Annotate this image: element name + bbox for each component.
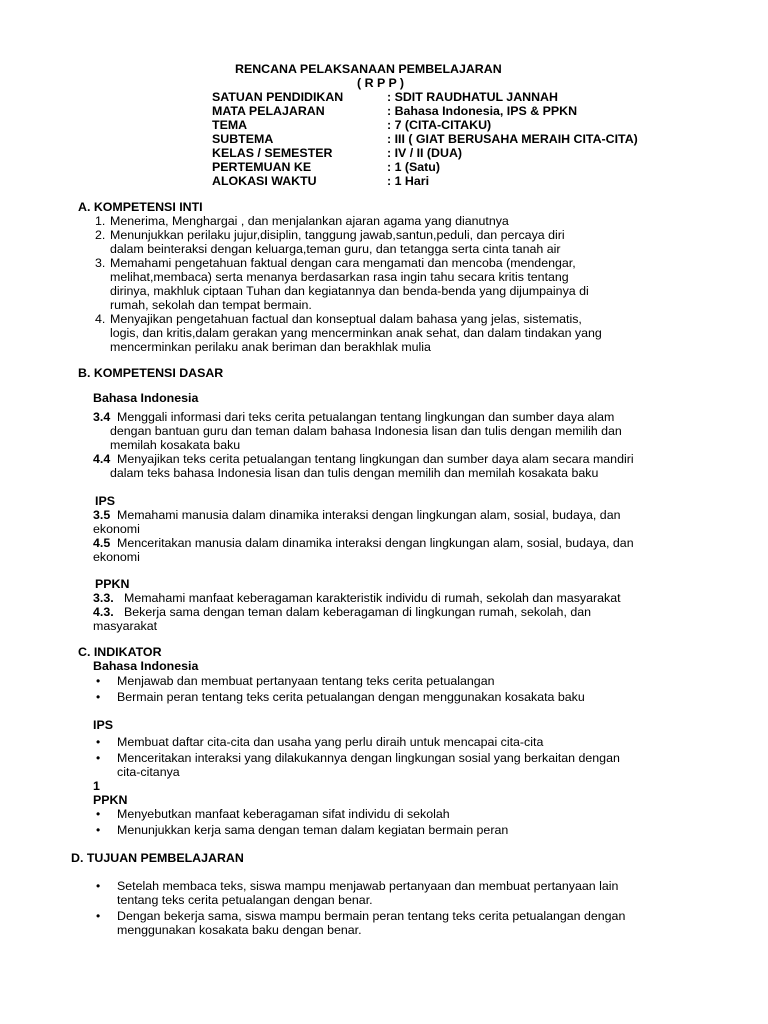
page-number: 1 [93,779,100,793]
bullet-icon: • [96,690,101,704]
header-value: : 1 Hari [387,174,430,188]
subject-title: IPS [93,718,113,732]
list-item-line: Menyajikan pengetahuan factual dan konseptual dalam bahasa yang jelas, sistematis, [110,312,582,326]
list-item-line: masyarakat [93,619,158,633]
item-number: 3.5 [93,508,111,522]
list-item-line: Menceritakan manusia dalam dinamika interaksi dengan lingkungan alam, sosial, budaya, dan [117,536,634,550]
bullet-icon: • [96,879,101,893]
list-item-line: ekonomi [93,550,140,564]
list-item-line: logis, dan kritis,dalam gerakan yang mencerminkan anak sehat, dan dalam tindakan yang [110,326,602,340]
header-value: : SDIT RAUDHATUL JANNAH [387,90,558,104]
list-item-line: Menunjukkan perilaku jujur,disiplin, tanggung jawab,santun,peduli, dan percaya diri [110,228,565,242]
document-title: RENCANA PELAKSANAAN PEMBELAJARAN [235,62,502,76]
bullet-icon: • [96,823,101,837]
list-item-line: Bermain peran tentang teks cerita petualangan dengan menggunakan kosakata baku [117,690,585,704]
bullet-icon: • [96,807,101,821]
header-value: : IV / II (DUA) [387,146,463,160]
header-value: : III ( GIAT BERUSAHA MERAIH CITA-CITA) [387,132,638,146]
list-item-line: dirinya, makhluk ciptaan Tuhan dan kegiatannya dan benda-benda yang dijumpainya di [110,284,589,298]
list-item-line: dalam beinteraksi dengan keluarga,teman guru, dan tetangga serta cinta tanah air [110,242,561,256]
item-number: 4.4 [93,452,111,466]
header-value: : 1 (Satu) [387,160,441,174]
list-item-line: Setelah membaca teks, siswa mampu menjawab pertanyaan dan membuat pertanyaan lain [117,879,619,893]
section-heading: A. KOMPETENSI INTI [78,200,203,214]
list-item-line: Memahami manusia dalam dinamika interaksi dengan lingkungan alam, sosial, budaya, dan [117,508,621,522]
item-number: 4. [95,312,106,326]
header-label: TEMA [212,118,248,132]
section-heading: D. TUJUAN PEMBELAJARAN [71,851,244,865]
list-item-line: Menunjukkan kerja sama dengan teman dalam kegiatan bermain peran [117,823,509,837]
bullet-icon: • [96,735,101,749]
header-label: SUBTEMA [212,132,274,146]
list-item-line: mencerminkan perilaku anak beriman dan berakhlak mulia [110,340,431,354]
header-label: KELAS / SEMESTER [212,146,333,160]
list-item-line: Menjawab dan membuat pertanyaan tentang teks cerita petualangan [117,674,495,688]
list-item-line: cita-citanya [117,765,180,779]
subject-title: Bahasa Indonesia [93,391,199,405]
list-item-line: Membuat daftar cita-cita dan usaha yang perlu diraih untuk mencapai cita-cita [117,735,544,749]
item-number: 2. [95,228,106,242]
section-heading: C. INDIKATOR [78,645,162,659]
list-item-line: ekonomi [93,522,140,536]
bullet-icon: • [96,751,101,765]
item-number: 3.4 [93,410,111,424]
item-number: 3.3. [93,591,114,605]
header-value: : Bahasa Indonesia, IPS & PPKN [387,104,578,118]
item-number: 1. [95,214,106,228]
subject-title: PPKN [95,577,130,591]
list-item-line: Memahami manfaat keberagaman karakteristik individu di rumah, sekolah dan masyarakat [124,591,621,605]
item-number: 4.5 [93,536,111,550]
subject-title: PPKN [93,793,128,807]
list-item-line: melihat,membaca) serta menanya berdasarkan rasa ingin tahu secara kritis tentang [110,270,569,284]
list-item-line: Menceritakan interaksi yang dilakukannya dengan lingkungan sosial yang berkaitan dengan [117,751,620,765]
list-item-line: Menerima, Menghargai , dan menjalankan ajaran agama yang dianutnya [110,214,509,228]
subject-title: IPS [95,494,115,508]
bullet-icon: • [96,909,101,923]
header-label: ALOKASI WAKTU [212,174,317,188]
list-item-line: Bekerja sama dengan teman dalam keberagaman di lingkungan rumah, sekolah, dan [124,605,592,619]
list-item-line: Menyajikan teks cerita petualangan tentang lingkungan dan sumber daya alam secara mandiri [117,452,634,466]
list-item-line: Menyebutkan manfaat keberagaman sifat individu di sekolah [117,807,450,821]
list-item-line: memilah kosakata baku [110,438,241,452]
list-item-line: Menggali informasi dari teks cerita petualangan tentang lingkungan dan sumber daya alam [117,410,615,424]
list-item-line: Dengan bekerja sama, siswa mampu bermain peran tentang teks cerita petualangan dengan [117,909,626,923]
list-item-line: tentang teks cerita petualangan dengan benar. [117,893,373,907]
subject-title: Bahasa Indonesia [93,659,199,673]
item-number: 3. [95,256,106,270]
list-item-line: rumah, sekolah dan tempat bermain. [110,298,312,312]
list-item-line: dalam teks bahasa Indonesia lisan dan tulis dengan memilih dan memilah kosakata baku [110,466,599,480]
list-item-line: Memahami pengetahuan faktual dengan cara mengamati dan mencoba (mendengar, [110,256,576,270]
header-label: MATA PELAJARAN [212,104,325,118]
list-item-line: menggunakan kosakata baku dengan benar. [117,923,362,937]
header-value: : 7 (CITA-CITAKU) [387,118,492,132]
header-label: PERTEMUAN KE [212,160,312,174]
item-number: 4.3. [93,605,114,619]
bullet-icon: • [96,674,101,688]
document-subtitle: ( R P P ) [357,76,405,90]
list-item-line: dengan bantuan guru dan teman dalam bahasa Indonesia lisan dan tulis dengan memilih dan [110,424,622,438]
header-label: SATUAN PENDIDIKAN [212,90,344,104]
section-heading: B. KOMPETENSI DASAR [78,366,224,380]
